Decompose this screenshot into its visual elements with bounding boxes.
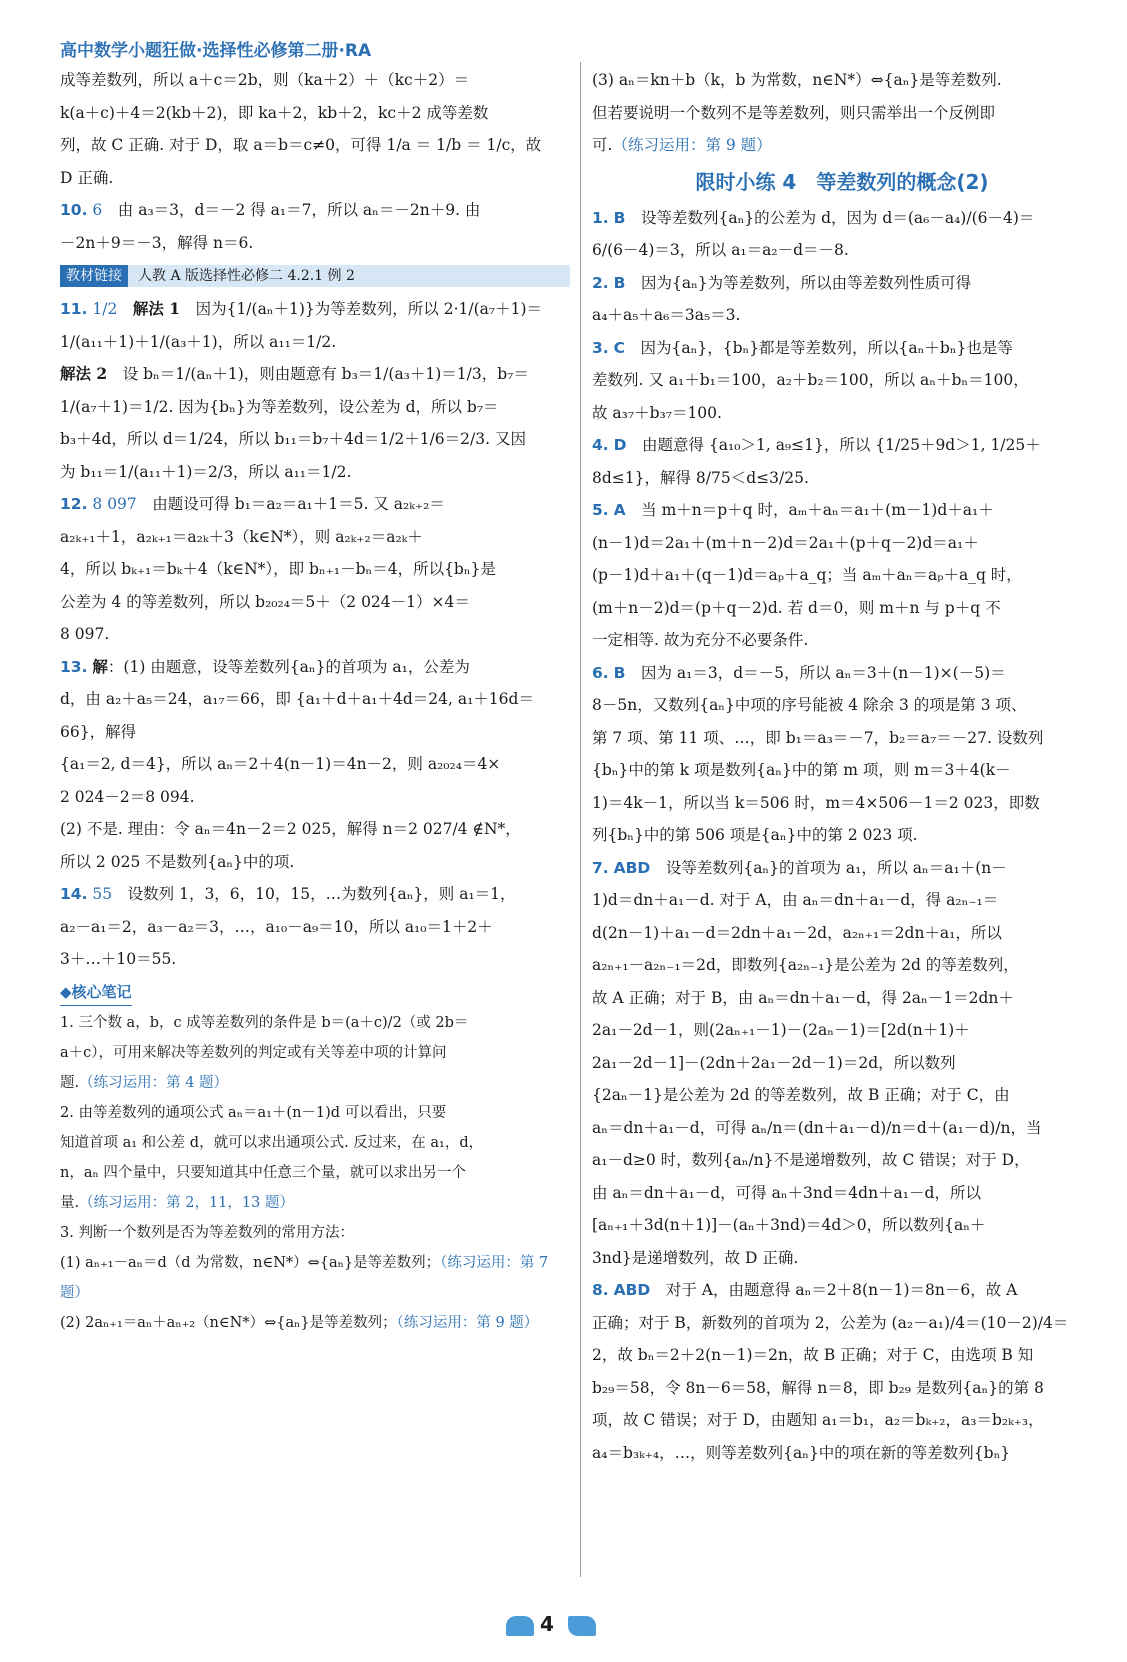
text-line: 但若要说明一个数列不是等差数列，则只需举出一个反例即 [592, 103, 996, 122]
text-line: 公差为 4 的等差数列，所以 b₂₀₂₄＝5＋（2 024－1）×4＝ [60, 592, 470, 611]
answer-choice: ABD [613, 858, 651, 877]
answer-choice: B [613, 208, 626, 227]
question-number: 4. [592, 436, 609, 454]
text-line: 一定相等. 故为充分不必要条件. [592, 631, 809, 649]
answer-value: 55 [92, 885, 113, 903]
text-line: 2，故 bₙ＝2＋2(n－1)＝2n，故 B 正确；对于 C，由选项 B 知 [592, 1346, 1034, 1364]
text-line: (3) aₙ＝kn＋b（k，b 为常数，n∈N*）⇔{aₙ}是等差数列. [592, 71, 1002, 89]
text-line: D 正确. [60, 168, 114, 187]
textbook-link [60, 265, 570, 287]
footer-right-ornament-icon [568, 1616, 596, 1636]
text-line: a₁－d≥0 时，数列{aₙ/n}不是递增数列，故 C 错误；对于 D， [592, 1151, 1030, 1169]
page-number: 4 [540, 1612, 554, 1636]
method-label: 解法 2 [60, 364, 108, 383]
text-line: 1/(a₇＋1)＝1/2. 因为{bₙ}为等差数列，设公差为 d，所以 b₇＝ [60, 397, 499, 416]
note-line: 1. 三个数 a，b，c 成等差数列的条件是 b＝(a＋c)/2（或 2b＝ [60, 1015, 469, 1031]
question-number: 7. [592, 858, 609, 877]
question-number: 1. [592, 208, 609, 227]
text-line: 6/(6－4)＝3，所以 a₁＝a₂－d＝－8. [592, 241, 849, 259]
answer-text: ：(1) 由题意，设等差数列{aₙ}的首项为 a₁，公差为 [107, 657, 470, 676]
answer-value: 6 [92, 201, 103, 219]
practice-ref: （练习运用：第 9 题） [396, 1315, 539, 1331]
text-line: 8－5n，又数列{aₙ}中项的序号能被 4 除余 3 的项是第 3 项、 [592, 696, 1027, 714]
text-line: {2aₙ－1}是公差为 2d 的等差数列，故 B 正确；对于 C，由 [592, 1086, 1010, 1104]
text-line: 项，故 C 错误；对于 D，由题知 a₁＝b₁，a₂＝bₖ₊₂，a₃＝b₂ₖ₊₃， [592, 1411, 1044, 1429]
text-line: 故 a₃₇＋b₃₇＝100. [592, 403, 722, 422]
text-line: d，由 a₂＋a₅＝24，a₁₇＝66，即 {a₁＋d＋a₁＋4d＝24, a₁＋16d＝66}，解得 [60, 690, 534, 741]
text-line: (n－1)d＝2a₁＋(m＋n－2)d＝2a₁＋(p＋q－2)d＝a₁＋ [592, 533, 979, 552]
column-divider [580, 62, 581, 1577]
answer-6 [592, 657, 1092, 690]
text-line: 8 097. [60, 625, 110, 643]
answer-8 [592, 1274, 1092, 1307]
note-line [60, 1308, 570, 1338]
answer-12 [60, 488, 570, 521]
answer-choice: B [613, 273, 626, 292]
text-line: 2a₁－2d－1]－(2dn＋2a₁－2d－1)＝2d，所以数列 [592, 1053, 956, 1072]
practice-ref: （练习运用：第 2，11，13 题） [79, 1195, 294, 1211]
answer-text: 设等差数列{aₙ}的首项为 a₁，所以 aₙ＝a₁＋(n－ [665, 858, 1007, 877]
note-text: 可. [592, 136, 613, 154]
note-text: 量. [60, 1195, 80, 1211]
text-line: 故 A 正确；对于 B，由 aₙ＝dn＋a₁－d，得 2aₙ－1＝2dn＋ [592, 988, 1014, 1007]
text-line [592, 129, 1092, 162]
note-line: a＋c），可用来解决等差数列的判定或有关等差中项的计算问 [60, 1045, 447, 1061]
text-line: d(2n－1)＋a₁－d＝2dn＋a₁－2d，a₂ₙ₊₁＝2dn＋a₁，所以 [592, 923, 1002, 942]
text-line: b₃＋4d，所以 d＝1/24，所以 b₁₁＝b₇＋4d＝1/2＋1/6＝2/3. 又因 [60, 430, 526, 448]
note-line: 3. 判断一个数列是否为等差数列的常用方法： [60, 1225, 354, 1241]
note-text: (2) 2aₙ₊₁＝aₙ＋aₙ₊₂（n∈N*）⇔{aₙ}是等差数列； [60, 1315, 397, 1331]
text-line: 正确；对于 B，新数列的首项为 2，公差为 (a₂－a₁)/4＝(10－2)/4＝ [592, 1313, 1069, 1332]
text-line: 列，故 C 正确. 对于 D，取 a＝b＝c≠0，可得 1/a ＝ 1/b ＝ 1/c，故 [60, 136, 542, 154]
answer-text: 由题意得 {a₁₀＞1, a₉≤1}，所以 {1/25＋9d＞1, 1/25＋8d≤1}，解得 8/75＜d≤3/25. [592, 436, 1041, 487]
question-number: 11. [60, 300, 88, 318]
text-line: [aₙ₊₁＋3d(n＋1)]－(aₙ＋3nd)＝4d＞0，所以数列{aₙ＋ [592, 1216, 986, 1234]
practice-ref: （练习运用：第 7 题） [60, 1255, 549, 1301]
text-line: k(a＋c)＋4＝2(kb＋2)，即 ka＋2，kb＋2，kc＋2 成等差数 [60, 103, 489, 122]
solution-label: 解 [92, 656, 108, 676]
note-text: 题. [60, 1075, 80, 1091]
text-line: 4，所以 bₖ₊₁＝bₖ＋4（k∈N*），即 bₙ₊₁－bₙ＝4，所以{bₙ}是 [60, 560, 496, 578]
section-title: 限时小练 4 等差数列的概念(2) [695, 169, 989, 194]
question-number: 6. [592, 663, 609, 682]
note-line: n，aₙ 四个量中，只要知道其中任意三个量，就可以求出另一个 [60, 1165, 466, 1181]
text-line: (m＋n－2)d＝(p＋q－2)d. 若 d＝0，则 m＋n 与 p＋q 不 [592, 598, 1001, 617]
text-line: aₙ＝dn＋a₁－d，可得 aₙ/n＝(dn＋a₁－d)/n＝d＋(a₁－d)/n，当 [592, 1118, 1042, 1137]
text-line: a₂－a₁＝2，a₃－a₂＝3，…，a₁₀－a₉＝10，所以 a₁₀＝1＋2＋ [60, 917, 493, 936]
textbook-link-text: 人教 A 版选择性必修二 4.2.1 例 2 [138, 268, 355, 284]
answer-4 [592, 429, 1092, 494]
answer-5 [592, 494, 1092, 527]
footer-left-ornament-icon [506, 1616, 534, 1636]
text-line: (p－1)d＋a₁＋(q－1)d＝aₚ＋a_q；当 aₘ＋aₙ＝aₚ＋a_q 时， [592, 566, 1022, 584]
answer-choice: D [613, 436, 627, 454]
answer-text: 由 a₃＝3，d＝－2 得 a₁＝7，所以 aₙ＝－2n＋9. 由 [117, 201, 481, 219]
question-number: 8. [592, 1281, 609, 1299]
answer-text: 设等差数列{aₙ}的公差为 d，因为 d＝(a₆－a₄)/(6－4)＝ [640, 208, 1035, 227]
answer-text: 当 m＋n＝p＋q 时，aₘ＋aₙ＝a₁＋(m－1)d＋a₁＋ [641, 501, 994, 519]
note-line [60, 1248, 570, 1308]
question-number: 3. [592, 338, 609, 357]
left-column [60, 64, 570, 1338]
text-line: 1)＝4k－1，所以当 k＝506 时，m＝4×506－1＝2 023，即数 [592, 793, 1040, 812]
text-line: 3＋…＋10＝55. [60, 950, 177, 968]
question-number: 14. [60, 885, 88, 903]
text-line: 所以 2 025 不是数列{aₙ}中的项. [60, 852, 295, 871]
text-line: a₂ₙ₊₁－a₂ₙ₋₁＝2d，即数列{a₂ₙ₋₁}是公差为 2d 的等差数列， [592, 956, 1019, 974]
text-line: 3nd}是递增数列，故 D 正确. [592, 1248, 799, 1267]
text-line: 2 024－2＝8 094. [60, 787, 195, 806]
text-line: a₄＝b₃ₖ₊₄，…，则等差数列{aₙ}中的项在新的等差数列{bₙ} [592, 1443, 1011, 1462]
answer-text: 因为{aₙ}，{bₙ}都是等差数列，所以{aₙ＋bₙ}也是等 [640, 338, 1013, 357]
text-line: 为 b₁₁＝1/(a₁₁＋1)＝2/3，所以 a₁₁＝1/2. [60, 462, 352, 481]
right-column [592, 64, 1092, 1469]
text-line: (2) 不是. 理由：令 aₙ＝4n－2＝2 025，解得 n＝2 027/4 ∉N*， [60, 820, 521, 838]
core-notes-heading: ◆核心笔记 [60, 979, 132, 1006]
question-number: 12. [60, 495, 88, 513]
text-line: a₂ₖ₊₁＋1，a₂ₖ₊₁＝a₂ₖ＋3（k∈N*），则 a₂ₖ₊₂＝a₂ₖ＋ [60, 527, 423, 546]
note-line [60, 1068, 570, 1098]
text-line: a₄＋a₅＋a₆＝3a₅＝3. [592, 306, 741, 324]
question-number: 13. [60, 657, 88, 676]
practice-ref: （练习运用：第 4 题） [79, 1075, 229, 1091]
answer-text: 设数列 1，3，6，10，15，…为数列{aₙ}，则 a₁＝1， [127, 885, 516, 903]
text-line: 第 7 项、第 11 项、…，即 b₁＝a₃＝－7，b₂＝a₇＝－27. 设数列 [592, 728, 1044, 747]
answer-2 [592, 267, 1092, 300]
text-line: 列{bₙ}中的第 506 项是{aₙ}中的第 2 023 项. [592, 826, 918, 844]
textbook-link-tag: 教材链接 [60, 265, 128, 287]
note-text: (1) aₙ₊₁－aₙ＝d（d 为常数，n∈N*）⇔{aₙ}是等差数列； [60, 1255, 441, 1271]
answer-text: 对于 A，由题意得 aₙ＝2＋8(n－1)＝8n－6，故 A [665, 1281, 1018, 1299]
answer-text: 因为{aₙ}为等差数列，所以由等差数列性质可得 [640, 273, 972, 292]
text-line: {a₁＝2, d＝4}，所以 aₙ＝2＋4(n－1)＝4n－2，则 a₂₀₂₄＝4× [60, 755, 501, 773]
method-label: 解法 1 [132, 299, 181, 318]
answer-14 [60, 878, 570, 911]
answer-choice: B [613, 663, 626, 682]
text-line: b₂₉＝58，令 8n－6＝58，解得 n＝8，即 b₂₉ 是数列{aₙ}的第 8 [592, 1378, 1044, 1397]
note-line [60, 1188, 570, 1218]
answer-value: 8 097 [92, 495, 137, 513]
answer-text: 因为{1/(aₙ＋1)}为等差数列，所以 2·1/(a₇＋1)＝ [195, 300, 542, 318]
practice-ref: （练习运用：第 9 题） [612, 136, 772, 154]
text-line: 1/(a₁₁＋1)＋1/(a₃＋1)，所以 a₁₁＝1/2. [60, 332, 337, 351]
answer-choice: ABD [613, 1281, 651, 1299]
text-line: 1)d＝dn＋a₁－d. 对于 A，由 aₙ＝dn＋a₁－d，得 a₂ₙ₋₁＝ [592, 891, 999, 909]
answer-text: 设 bₙ＝1/(aₙ＋1)，则由题意有 b₃＝1/(a₃＋1)＝1/3，b₇＝ [122, 365, 529, 383]
text-line [60, 358, 570, 391]
answer-7 [592, 852, 1092, 885]
answer-3 [592, 332, 1092, 365]
text-line: 成等差数列，所以 a＋c＝2b，则（ka＋2）＋（kc＋2）＝ [60, 71, 470, 89]
text-line: {bₙ}中的第 k 项是数列{aₙ}中的第 m 项，则 m＝3＋4(k－ [592, 761, 1011, 779]
book-header: 高中数学小题狂做·选择性必修第二册·RA [60, 41, 372, 61]
answer-value: 1/2 [92, 300, 118, 318]
note-line: 2. 由等差数列的通项公式 aₙ＝a₁＋(n－1)d 可以看出，只要 [60, 1105, 447, 1121]
answer-10 [60, 194, 570, 227]
question-number: 5. [592, 501, 609, 519]
question-number: 2. [592, 273, 609, 292]
core-notes [60, 1008, 570, 1338]
answer-11 [60, 293, 570, 326]
answer-13 [60, 651, 570, 684]
text-line: 2a₁－2d－1，则(2aₙ₊₁－1)－(2aₙ－1)＝[2d(n＋1)＋ [592, 1021, 970, 1039]
text-line: 差数列. 又 a₁＋b₁＝100，a₂＋b₂＝100，所以 aₙ＋bₙ＝100， [592, 371, 1029, 389]
note-line: 知道首项 a₁ 和公差 d，就可以求出通项公式. 反过来，在 a₁，d， [60, 1135, 484, 1151]
text-line: －2n＋9＝－3，解得 n＝6. [60, 233, 254, 252]
answer-choice: C [613, 338, 626, 357]
text-line: 由 aₙ＝dn＋a₁－d，可得 aₙ＋3nd＝4dn＋a₁－d，所以 [592, 1183, 981, 1202]
answer-text: 因为 a₁＝3，d＝－5，所以 aₙ＝3＋(n－1)×(－5)＝ [640, 663, 1006, 682]
question-number: 10. [60, 201, 88, 219]
answer-1 [592, 202, 1092, 235]
answer-text: 由题设可得 b₁＝a₂＝a₁＋1＝5. 又 a₂ₖ₊₂＝ [152, 495, 445, 513]
answer-choice: A [613, 501, 626, 519]
